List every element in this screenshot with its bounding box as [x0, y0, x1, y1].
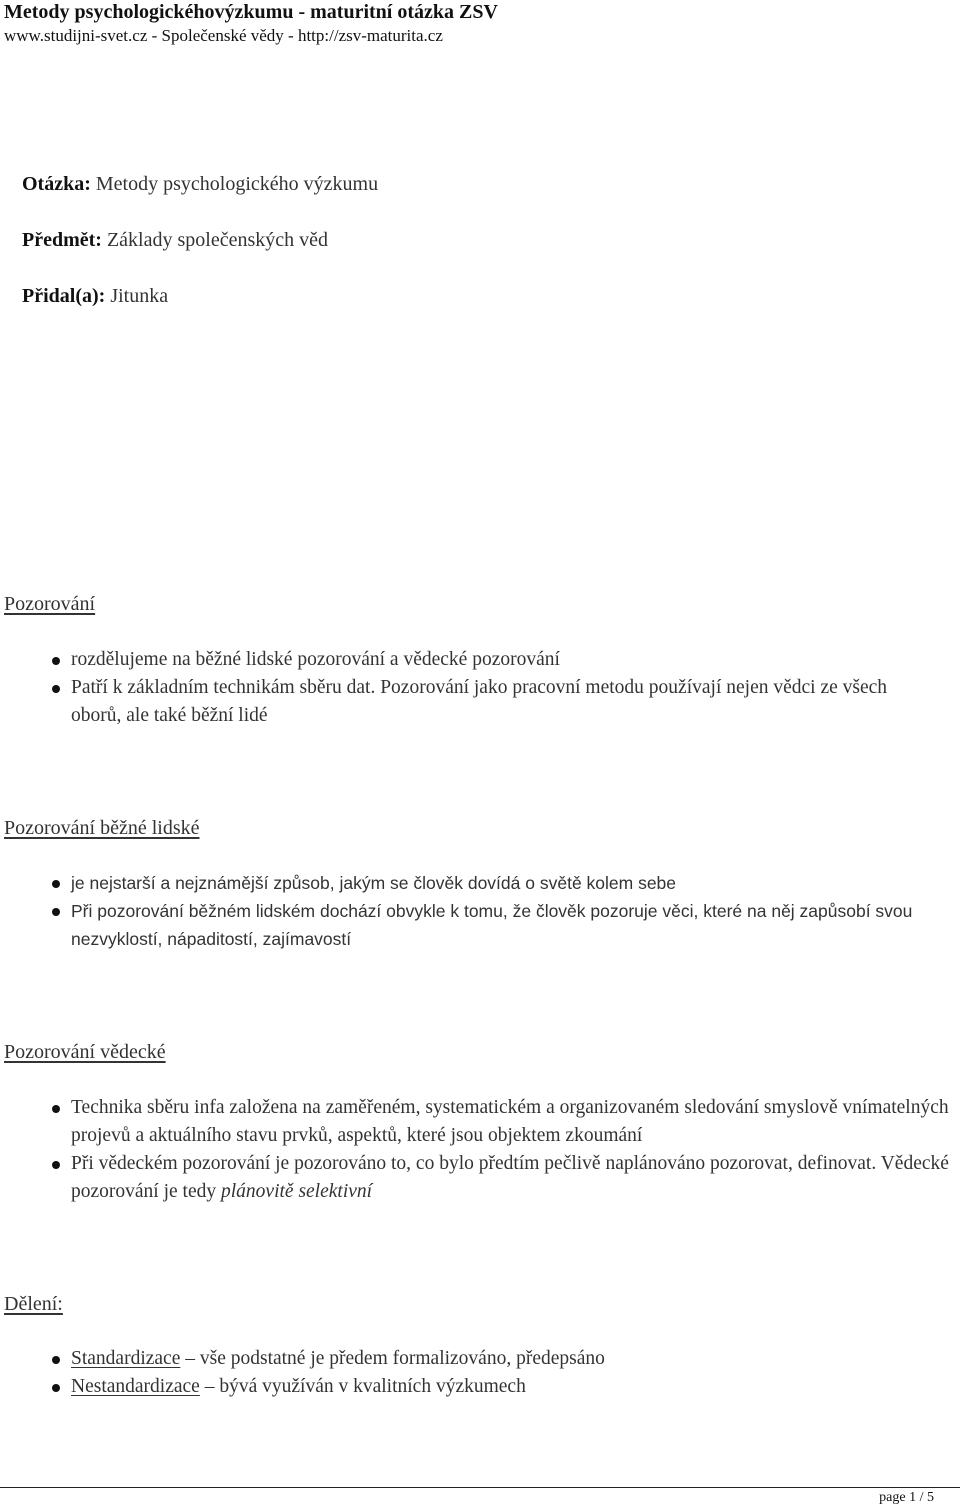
term-description: – bývá využíván v kvalitních výzkumech [199, 1376, 526, 1397]
subject-line [22, 228, 328, 252]
list-deleni [48, 1345, 956, 1401]
question-value: Metody psychologického výzkumu [90, 173, 379, 195]
list-item [48, 1373, 956, 1401]
subject-value: Základy společenských věd [101, 229, 328, 251]
document-title: Metody psychologickéhovýzkumu - maturitní otázka ZSV [4, 1, 498, 23]
list-item [48, 1345, 956, 1373]
list-item: Patří k základním technikám sběru dat. Pozorování jako pracovní metodu používají nejen vědci ze všech oborů, ale také běžní lidé [48, 674, 941, 730]
term-standardizace: Standardizace [71, 1348, 181, 1369]
list-item: Při pozorování běžném lidském dochází obvykle k tomu, že člověk pozoruje věci, které na něj zapůsobí svou nezvyklostí, nápaditostí, zajímavostí [48, 897, 921, 953]
item-text: Při vědeckém pozorování je pozorováno to, co bylo předtím pečlivě naplánováno pozorovat, definovat. Vědecké pozorování je tedy [71, 1153, 949, 1202]
list-item [48, 1150, 956, 1206]
term-nestandardizace: Nestandardizace [71, 1376, 200, 1397]
author-line [22, 284, 168, 308]
list-bezne-lidske [48, 869, 956, 953]
term-description: – vše podstatné je předem formalizováno, předepsáno [180, 1348, 605, 1369]
subject-label: Předmět: [22, 229, 102, 251]
list-item: je nejstarší a nejznámější způsob, jakým se člověk dovídá o světě kolem sebe [48, 869, 956, 897]
document-subtitle: www.studijni-svet.cz - Společenské vědy - http://zsv-maturita.cz [4, 26, 443, 45]
author-label: Přidal(a): [22, 285, 106, 307]
page-number: page 1 / 5 [879, 1490, 934, 1505]
heading-vedecke: Pozorování vědecké [4, 1041, 166, 1063]
list-item: Technika sběru infa založena na zaměřeném, systematickém a organizovaném sledování smyslově vnímatelných projevů a aktuálního stavu prvků, aspektů, které jsou objektem zkoumání [48, 1094, 956, 1150]
question-label: Otázka: [22, 173, 91, 195]
list-vedecke [48, 1094, 956, 1206]
question-line [22, 172, 378, 196]
item-italic-text: plánovitě selektivní [221, 1181, 373, 1202]
heading-bezne-lidske: Pozorování běžné lidské [4, 817, 200, 839]
list-pozorovani [48, 646, 956, 730]
list-item: rozdělujeme na běžné lidské pozorování a vědecké pozorování [48, 646, 956, 674]
heading-deleni: Dělení: [4, 1293, 63, 1315]
footer-divider [0, 1487, 960, 1488]
heading-pozorovani: Pozorování [4, 593, 96, 615]
author-value: Jitunka [105, 285, 169, 307]
